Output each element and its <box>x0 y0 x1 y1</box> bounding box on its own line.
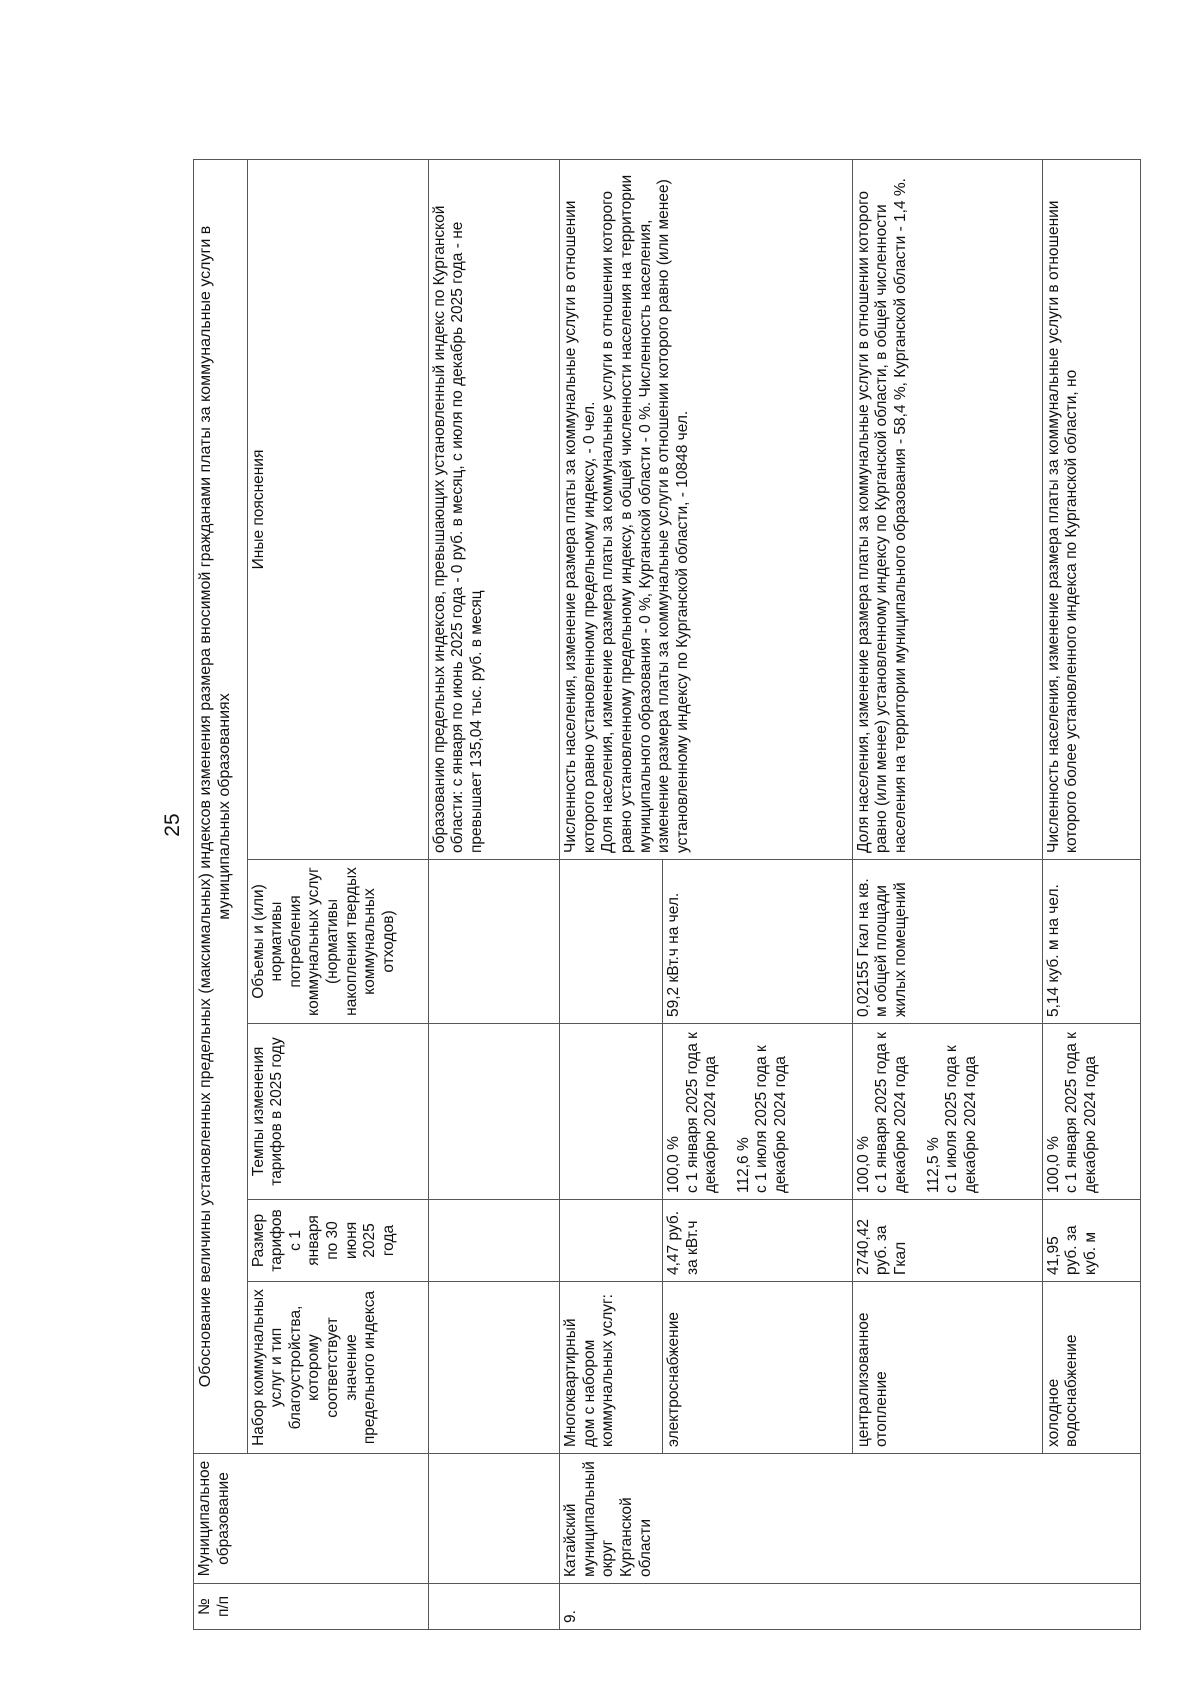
header-tariff: Размер тарифов с 1 января по 30 июня 2025 года <box>247 1200 428 1282</box>
service-volume: 59,2 кВт.ч на чел. <box>663 860 853 1024</box>
service-tariff: 41,95 руб. за куб. м <box>1042 1200 1140 1282</box>
rate-2-desc: с 1 июля 2025 года к декабрю 2024 года <box>753 1045 789 1193</box>
rate-1-value: 100,0 % <box>1044 1136 1062 1193</box>
header-service-set: Набор коммунальных услуг и тип благоустройства, которому соответствует значение предельного индекса <box>247 1282 428 1454</box>
rate-2-value: 112,6 % <box>734 1137 752 1193</box>
indices-table <box>193 159 1141 1630</box>
service-rates <box>1042 1024 1140 1200</box>
service-volume: 5,14 куб. м на чел. <box>1042 860 1140 1024</box>
rate-1-desc: с 1 января 2025 года к декабрю 2024 года <box>873 1032 910 1193</box>
rate-2-desc: с 1 июля 2025 года к декабрю 2024 года <box>943 1045 979 1193</box>
header-rates: Темпы изменения тарифов в 2025 году <box>247 1024 428 1200</box>
rate-1-value: 100,0 % <box>854 1136 872 1193</box>
header-notes: Иные пояснения <box>247 159 428 859</box>
table-caption: Обоснование величины установленных предельных (максимальных) индексов изменения размера вносимой гражданами платы за коммунальные услуги в муниципальных образованиях <box>194 159 248 1453</box>
row-9-municipality: Катайский муниципальный округ Курганской области <box>560 1454 1141 1584</box>
service-notes: Доля населения, изменение размера платы за коммунальные услуги в отношении которого равно (или менее) установленному индексу по Курганской области, в общей численности населения на территории муниципального образования - 58,4 %, Курганской области - 1,4 %. <box>852 159 1042 859</box>
service-row-cold-water <box>1042 159 1140 1629</box>
continuation-row <box>428 159 560 1629</box>
row-9-notes-line1: Численность населения, изменение размера платы за коммунальные услуги в отношении которого равно установленному предельному индексу, - 0 чел. <box>562 200 598 853</box>
rate-2-value: 112,5 % <box>924 1137 942 1193</box>
header-volumes: Объемы и (или) нормативы потребления коммунальных услуг (нормативы накопления твердых коммунальных отходов) <box>247 860 428 1024</box>
continuation-note: образованию предельных индексов, превышающих установленный индекс по Курганской области: с января по июнь 2025 года - 0 руб. в месяц, с июля по декабрь 2025 года - не превышает 135,04 тыс. руб. в месяц <box>428 159 560 859</box>
service-notes: Численность населения, изменение размера платы за коммунальные услуги в отношении которого более установленного индекса по Курганской области, но <box>1042 159 1140 859</box>
row-9-housing <box>560 159 663 1629</box>
service-row-heating <box>852 159 1042 1629</box>
service-rates <box>852 1024 1042 1200</box>
header-row-columns <box>247 159 428 1629</box>
rotated-table-container <box>193 160 1141 1630</box>
row-9-num: 9. <box>560 1584 1141 1630</box>
service-name: централизованное отопление <box>852 1282 1042 1454</box>
row-9-notes <box>560 159 853 859</box>
service-tariff: 4,47 руб. за кВт.ч <box>663 1200 853 1282</box>
row-9-housing-type: Многоквартирный дом с набором коммунальных услуг: <box>560 1282 663 1454</box>
service-tariff: 2740,42 руб. за Гкал <box>852 1200 1042 1282</box>
rate-1-value: 100,0 % <box>665 1136 682 1193</box>
header-num: № п/п <box>194 1584 429 1630</box>
header-row-caption <box>194 159 248 1629</box>
rate-1-desc: с 1 января 2025 года к декабрю 2024 года <box>683 1032 720 1193</box>
service-name: электроснабжение <box>663 1282 853 1454</box>
page-number: 25 <box>161 813 184 837</box>
service-volume: 0,02155 Гкал на кв. м общей площади жилых помещений <box>852 860 1042 1024</box>
rate-1-desc: с 1 января 2025 года к декабрю 2024 года <box>1063 1032 1099 1193</box>
header-municipality: Муниципальное образование <box>194 1454 429 1584</box>
row-9-notes-electric: Доля населения, изменение размера платы за коммунальные услуги в отношении которого равно установленному предельному индексу, в общей численности населения на территории муниципального образования - 0 %, Курганской области - 0 %. Численность населения, изменение размера платы за коммунальные услуги в отношении которого равно (или менее) установленному индексу по Курганской области, - 10848 чел. <box>599 174 691 853</box>
service-name: холодное водоснабжение <box>1042 1282 1140 1454</box>
service-rates <box>663 1024 853 1200</box>
